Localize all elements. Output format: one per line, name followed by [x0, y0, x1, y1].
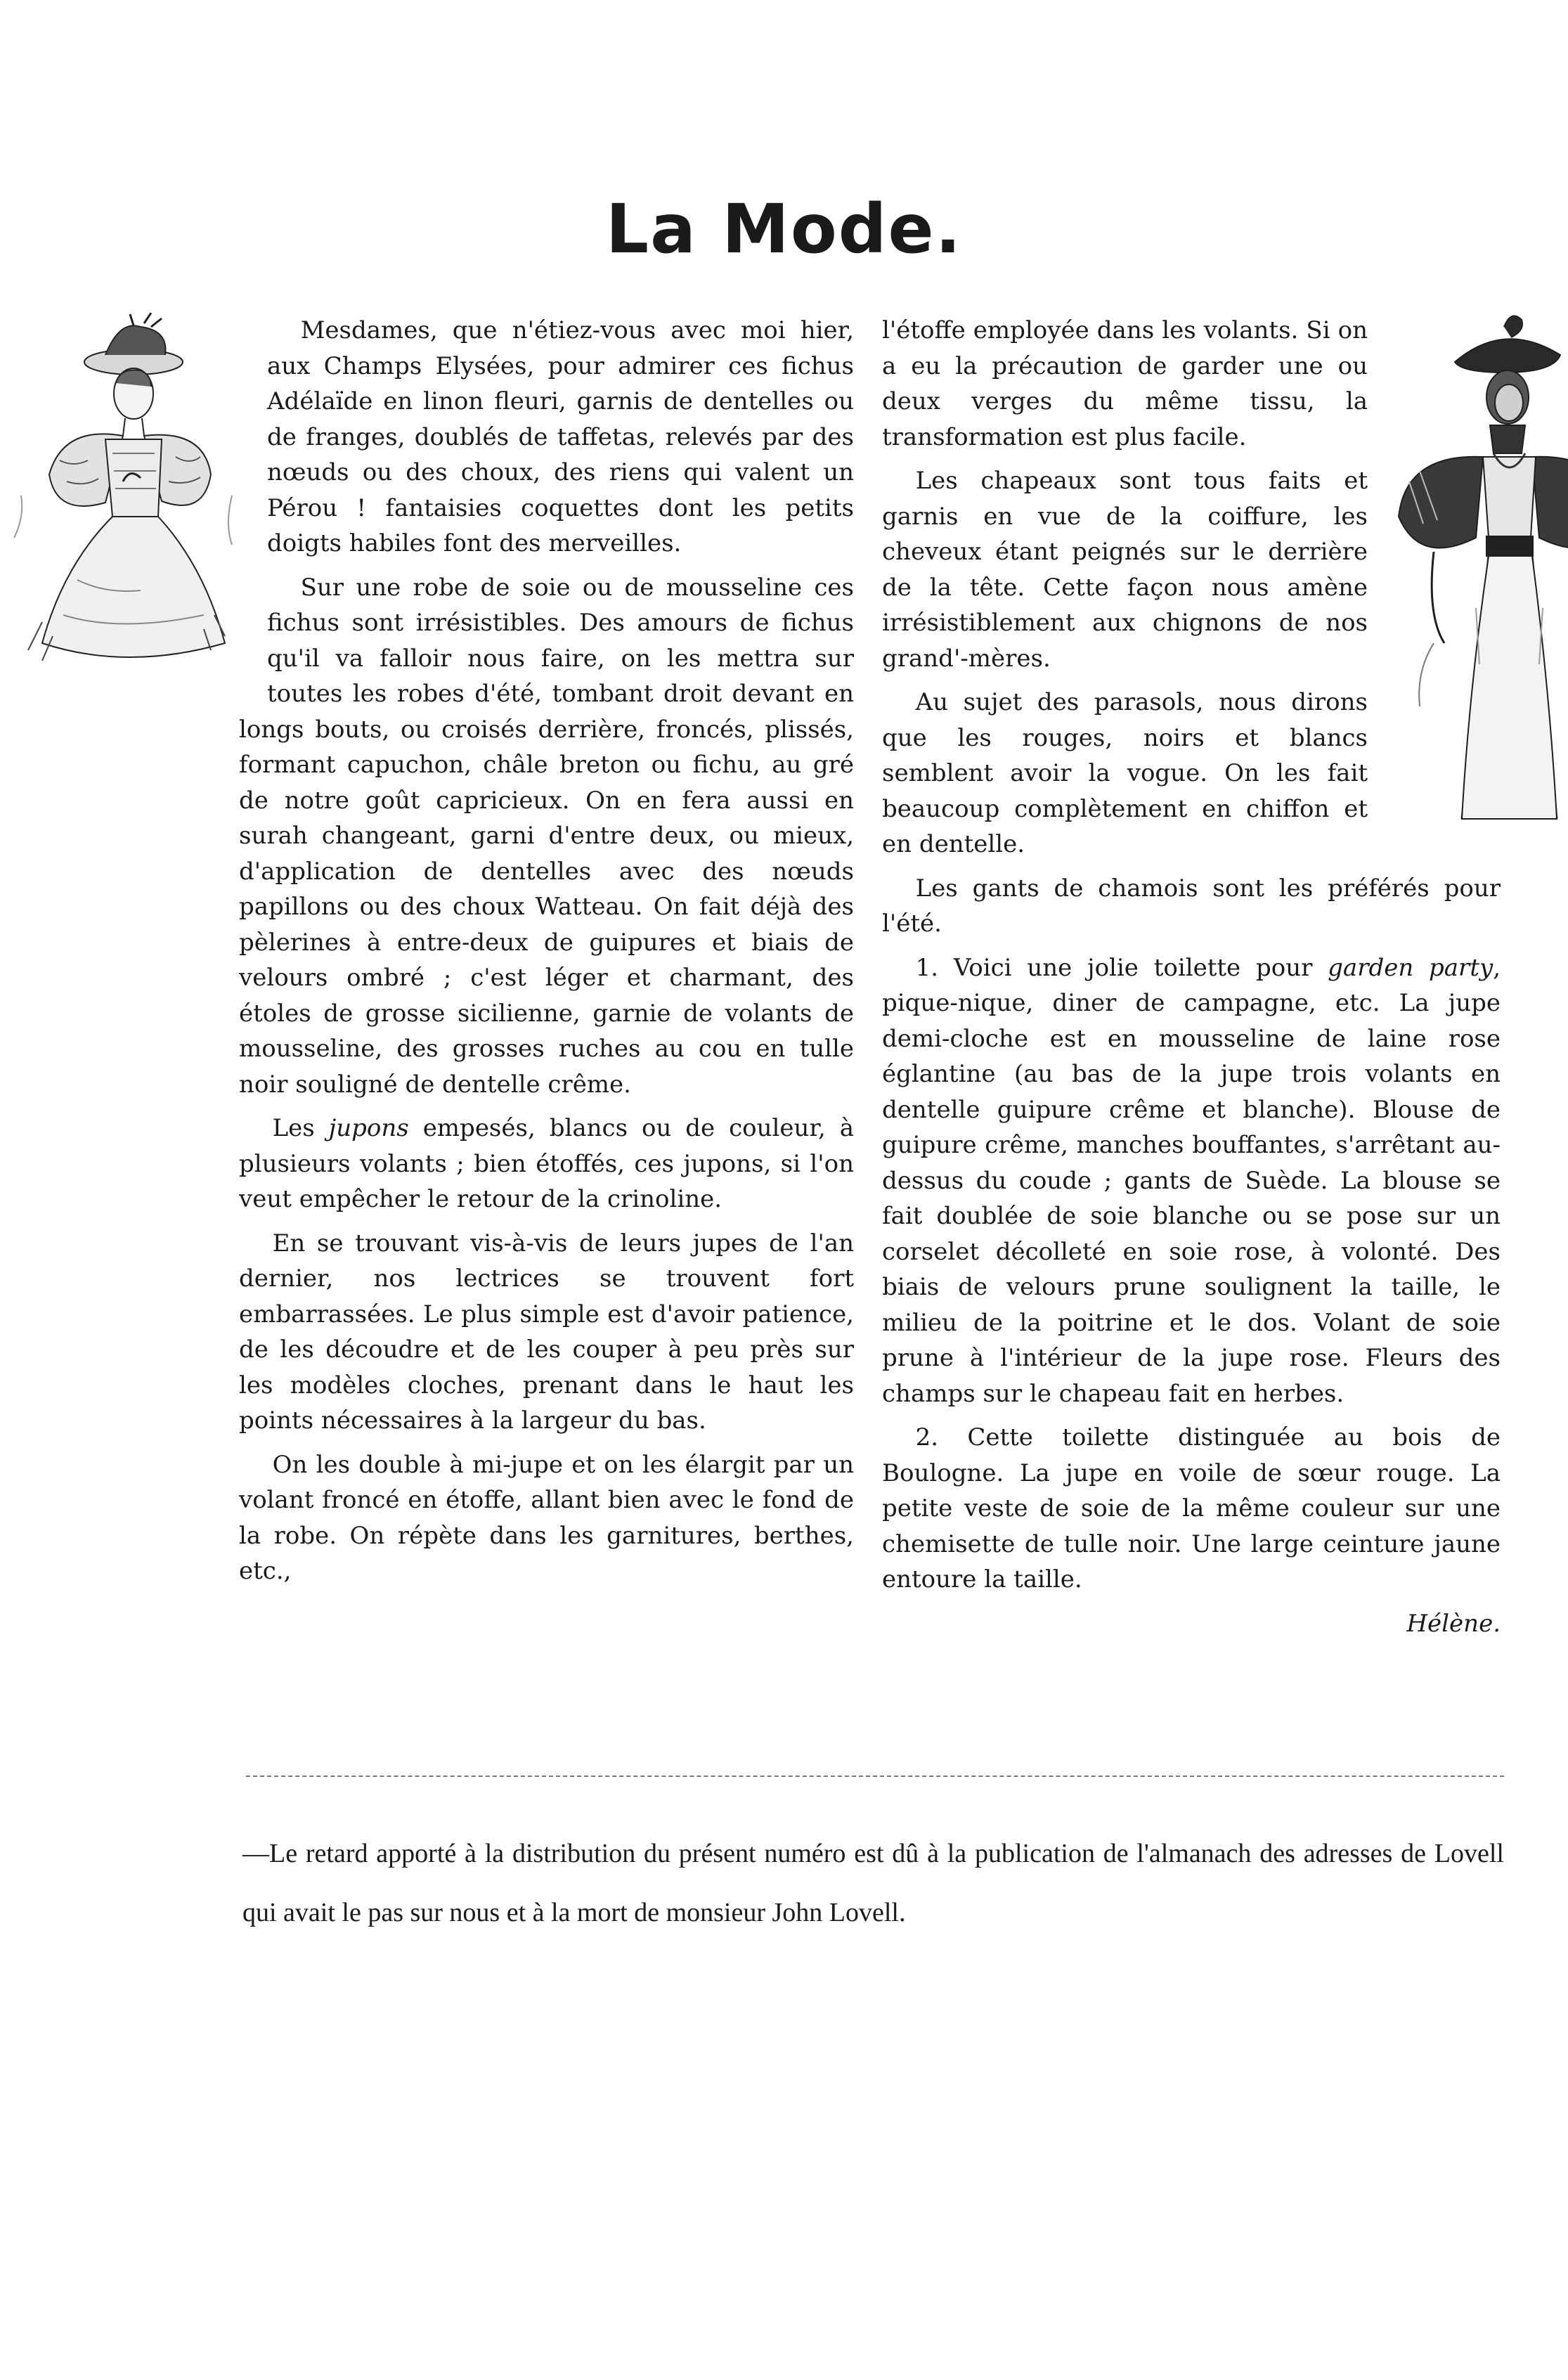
- right-paragraph-5-lead: 1. Voici une jolie toilette pour: [915, 953, 1328, 982]
- left-paragraph-3-body: empesés, blancs ou de couleur, à plusieurs volants ; bien étoffés, ces jupons, si l'on veut empêcher le retour de la crinoline.: [239, 1114, 854, 1213]
- left-paragraph-5: On les double à mi-jupe et on les élargit par un volant froncé en étoffe, allant bien avec le fond de la robe. On répète dans les garnitures, berthes, etc.,: [239, 1450, 854, 1585]
- jupons-emphasis: jupons: [328, 1114, 409, 1142]
- fashion-illustration-seated-woman: [0, 313, 253, 696]
- right-paragraph-5-body: , pique-nique, diner de campagne, etc. La jupe demi-cloche est en mousseline de laine rose églantine (au bas de la jupe trois volants en dentelle guipure crême et blanche). Blouse de guipure crême, manches bouffantes, s'arrêtant au-dessus du coude ; gants de Suède. La blouse se fait doublée de soie blanche ou se pose sur un corselet décolleté en soie rose, à volonté. Des biais de velours prune soulignent la taille, le milieu de la poitrine et le dos. Volant de soie prune à l'intérieur de la jupe rose. Fleurs des champs sur le chapeau fait en herbes.: [882, 953, 1501, 1408]
- left-paragraph-3: [239, 1111, 854, 1217]
- left-paragraph-1: Mesdames, que n'étiez-vous avec moi hier, aux Champs Elysées, pour admirer ces fichus Adélaïde en linon fleuri, garnis de dentelles ou de franges, doublés de taffetas, relevés par des nœuds ou des choux, des riens qui valent un Pérou ! fantaisies coquettes dont les petits doigts habiles font des merveilles.: [267, 316, 854, 557]
- publication-notice: —Le retard apporté à la distribution du présent numéro est dû à la publication de l'almanach des adresses de Lovell qui avait le pas sur nous et à la mort de monsieur John Lovell.: [242, 1839, 1504, 1927]
- left-column: [239, 313, 854, 1598]
- right-paragraph-1: l'étoffe employée dans les volants. Si on a eu la précaution de garder une ou deux verges du même tissu, la transformation est plus facile.: [882, 316, 1368, 451]
- left-paragraph-2: Sur une robe de soie ou de mousseline ces fichus sont irrésistibles. Des amours de fichus qu'il va falloir nous faire, on les mettra sur toutes les robes d'été, tombant droit devant en longs bouts, ou croisés derrière, froncés, plissés, formant capuchon, châle breton ou fichu, au gré de notre goût capricieux. On en fera aussi en surah changeant, garni d'entre deux, ou mieux, d'application de dentelles avec des nœuds papillons ou des choux Watteau. On fait déjà des pèlerines à entre-deux de guipures et biais de velours ombré ; c'est léger et charmant, des étoles de grosse sicilienne, garnie de volants de mousseline, des grosses ruches au cou en tulle noir souligné de dentelle crême.: [239, 573, 854, 1099]
- garden-party-emphasis: garden party: [1328, 953, 1494, 982]
- right-paragraph-2: Les chapeaux sont tous faits et garnis en vue de la coiffure, les cheveux étant peignés sur le derrière de la tête. Cette façon nous amène irrésistiblement aux chignons de nos grand'-mères.: [882, 467, 1368, 673]
- right-column: [882, 313, 1501, 1650]
- right-paragraph-4: Les gants de chamois sont les préférés pour l'été.: [882, 874, 1501, 938]
- right-paragraph-5: [882, 950, 1501, 1412]
- fashion-illustration-standing-woman: [1378, 313, 1568, 833]
- right-paragraph-3: Au sujet des parasols, nous dirons que les rouges, noirs et blancs semblent avoir la vogue. On les fait beaucoup complètement en chiffon et en dentelle.: [882, 688, 1368, 858]
- right-paragraph-6: 2. Cette toilette distinguée au bois de Boulogne. La jupe en voile de sœur rouge. La petite veste de soie de la même couleur sur une chemisette de tulle noir. Une large ceinture jaune entoure la taille.: [882, 1423, 1501, 1593]
- signature: Hélène.: [1406, 1609, 1501, 1638]
- illustration-standing-woman-drawing: [1378, 313, 1568, 833]
- illustration-seated-woman-drawing: [0, 313, 253, 696]
- left-paragraph-4: En se trouvant vis-à-vis de leurs jupes de l'an dernier, nos lectrices se trouvent fort embarrassées. Le plus simple est d'avoir patience, de les découdre et de les couper à peu près sur les modèles cloches, prenant dans le haut les points nécessaires à la largeur du bas.: [239, 1229, 854, 1435]
- page-title: La Mode.: [605, 190, 963, 269]
- section-divider: [246, 1776, 1504, 1777]
- left-paragraph-3-lead: Les: [272, 1114, 329, 1142]
